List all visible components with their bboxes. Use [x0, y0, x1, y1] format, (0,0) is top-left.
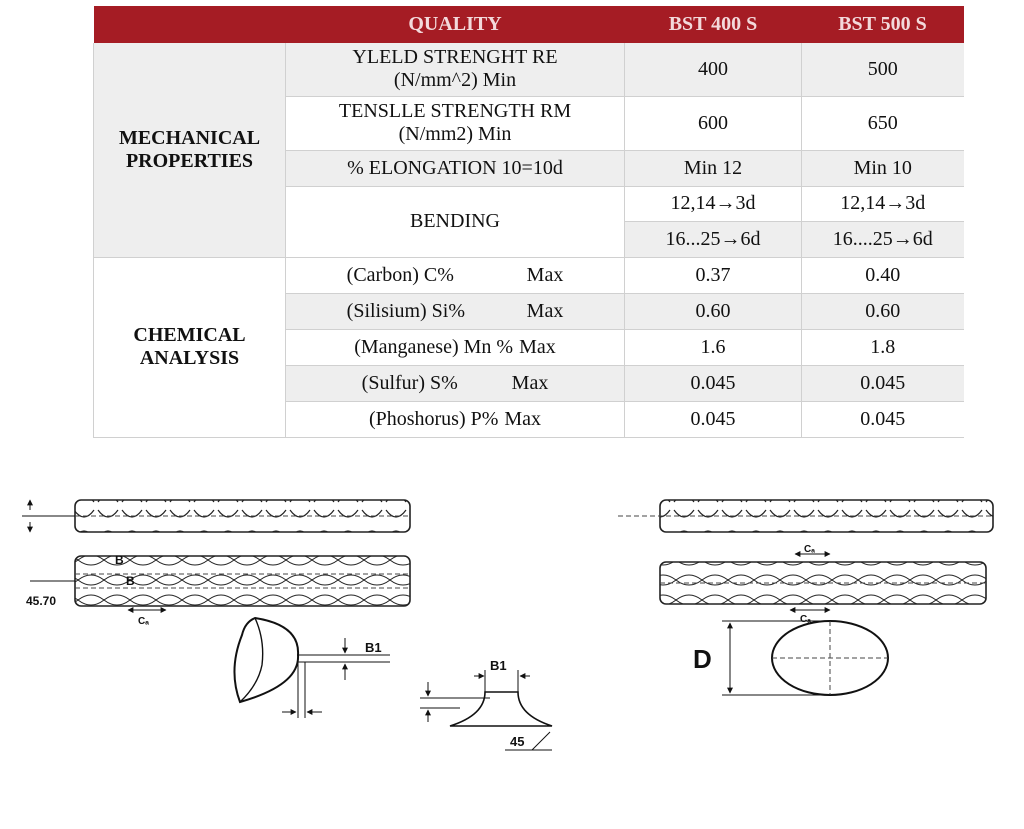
label-d: D — [693, 644, 712, 674]
header-bst500: BST 500 S — [802, 6, 964, 43]
value-cell: 1.6 — [625, 329, 802, 365]
value-cell: 0.045 — [802, 401, 964, 437]
group-chemical: CHEMICAL ANALYSIS — [94, 257, 286, 437]
param-cell: YLELD STRENGHT RE (N/mm^2) Min — [286, 43, 625, 96]
label-b-top: B — [115, 553, 124, 567]
param-cell: (Sulfur) S% Max — [286, 365, 625, 401]
right-middle-bar — [660, 544, 986, 625]
header-bst400: BST 400 S — [625, 6, 802, 43]
bending-label: BENDING — [286, 186, 625, 257]
value-cell: 16....25→6d — [802, 221, 964, 257]
header-quality: QUALITY — [286, 6, 625, 43]
label-c-left: Cₐ — [138, 616, 149, 627]
left-top-bar — [22, 500, 410, 532]
value-cell: 0.60 — [625, 293, 802, 329]
value-cell: 0.045 — [625, 401, 802, 437]
value-cell: 400 — [625, 43, 802, 96]
label-c-right-top: Cₐ — [804, 544, 815, 555]
param-cell: (Carbon) C% Max — [286, 257, 625, 293]
param-cell: (Phoshorus) P% Max — [286, 401, 625, 437]
rib-cross-section — [234, 618, 390, 718]
value-cell: 500 — [802, 43, 964, 96]
value-cell: 0.60 — [802, 293, 964, 329]
param-cell: (Silisium) Si% Max — [286, 293, 625, 329]
param-cell: (Manganese) Mn % Max — [286, 329, 625, 365]
value-cell: 0.37 — [625, 257, 802, 293]
label-dim-left: 45.70 — [26, 594, 57, 608]
value-cell: 0.045 — [625, 365, 802, 401]
spec-table — [93, 6, 964, 438]
value-cell: Min 10 — [802, 150, 964, 186]
group-mechanical: MECHANICAL PROPERTIES — [94, 43, 286, 257]
rebar-technical-drawing — [0, 470, 1024, 800]
value-cell: 600 — [625, 96, 802, 150]
table-row — [94, 257, 964, 293]
rib-profile — [420, 658, 552, 750]
value-cell: 0.40 — [802, 257, 964, 293]
label-c-right-bottom: Cₐ — [800, 614, 811, 625]
table-row — [94, 43, 964, 96]
param-cell: % ELONGATION 10=10d — [286, 150, 625, 186]
left-middle-bar — [26, 553, 410, 627]
value-cell: 16...25→6d — [625, 221, 802, 257]
param-cell: TENSLLE STRENGTH RM (N/mm2) Min — [286, 96, 625, 150]
label-angle: 45 — [510, 734, 525, 749]
label-b1-a: B1 — [365, 640, 382, 655]
value-cell: 1.8 — [802, 329, 964, 365]
value-cell: 12,14→3d — [802, 186, 964, 221]
right-top-bar — [618, 500, 993, 532]
value-cell: 12,14→3d — [625, 186, 802, 221]
label-b1-b: B1 — [490, 658, 507, 673]
bar-cross-section — [693, 621, 888, 695]
label-b-bottom: B — [126, 574, 135, 588]
value-cell: 650 — [802, 96, 964, 150]
value-cell: 0.045 — [802, 365, 964, 401]
value-cell: Min 12 — [625, 150, 802, 186]
